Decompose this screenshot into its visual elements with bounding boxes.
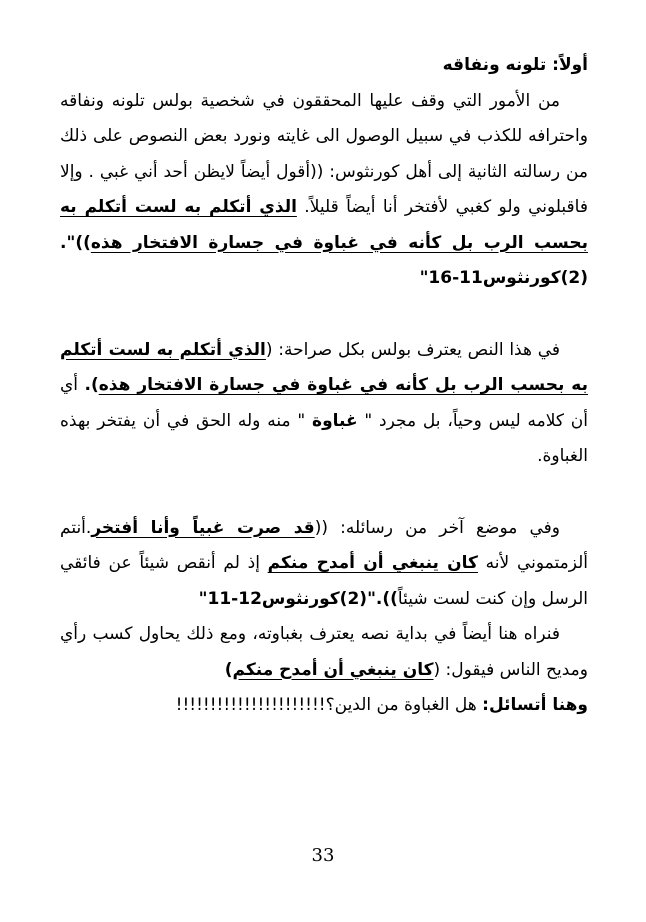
p4-text: فنراه هنا أيضاً في بداية نصه يعترف بغباوته، ومع ذلك يحاول كسب رأي ومديح الناس فيقول: ( xyxy=(60,624,588,680)
paragraph-5 xyxy=(60,688,588,724)
paragraph-4 xyxy=(60,617,588,688)
p2-text: في هذا النص يعترف بولس بكل صراحة: ( xyxy=(265,339,561,360)
p2-quote-close: ). xyxy=(84,375,99,395)
p2-quote-emphasis: الذي أتكلم به لست أتكلم به بحسب الرب بل كأنه في غباوة في جسارة الافتخار هذه xyxy=(60,339,588,395)
p5-text: هل الغباوة من الدين؟!!!!!!!!!!!!!!!!!!!!!! xyxy=(175,695,483,715)
page-number: 33 xyxy=(311,845,335,866)
p2-bold-word: غباوة xyxy=(312,410,358,431)
paragraph-spacer xyxy=(60,475,588,511)
p2-text-3: " منه وله الحق في أن يفتخر بهذه الغباوة. xyxy=(60,410,588,466)
paragraph-2 xyxy=(60,333,588,475)
p4-quote-close: ) xyxy=(224,659,233,680)
p5-bold-lead: وهنا أتسائل: xyxy=(482,695,588,715)
p3-text: وفي موضع آخر من رسائله: (( xyxy=(314,517,560,538)
p3-text-2: .أنتم ألزمتموني لأنه xyxy=(60,517,588,573)
p3-quote-emphasis: قد صرت غبياً وأنا أفتخر xyxy=(91,517,315,538)
paragraph-3 xyxy=(60,511,588,618)
p1-citation: ))".(2)كورنثوس11-16" xyxy=(60,232,588,288)
p3-text-3: إذ لم أنقص شيئاً عن فائقي الرسل وإن كنت لست شيئاً xyxy=(60,553,588,609)
p2-text-2: أي أن كلامه ليس وحياً، بل مجرد " xyxy=(60,375,588,431)
paragraph-spacer xyxy=(60,297,588,333)
p4-quote-emphasis: كان ينبغي أن أمدح منكم xyxy=(232,659,434,680)
p3-citation: ))."(2)كورنثوس12-11" xyxy=(198,588,398,609)
p3-quote-emphasis-2: كان ينبغي أن أمدح منكم xyxy=(267,553,478,573)
document-page xyxy=(60,48,588,724)
paragraph-1 xyxy=(60,84,588,297)
p1-text: من الأمور التي وقف عليها المحققون في شخصية بولس تلونه ونفاقه واحترافه للكذب في سبيل الوصول الى غايته ونورد بعض النصوص على ذلك من رسالته الثانية إلى أهل كورنثوس: ((أقول أيضاً لايظن أحد أني غبي . وإلا فاقبلوني ولو كغبي لأفتخر أنا أيضاً قليلاً. xyxy=(60,90,588,217)
section-heading: أولاً: تلونه ونفاقه xyxy=(442,55,588,75)
p1-quote-emphasis: الذي أتكلم به لست أتكلم به بحسب الرب بل كأنه في غباوة في جسارة الافتخار هذه xyxy=(60,197,588,253)
